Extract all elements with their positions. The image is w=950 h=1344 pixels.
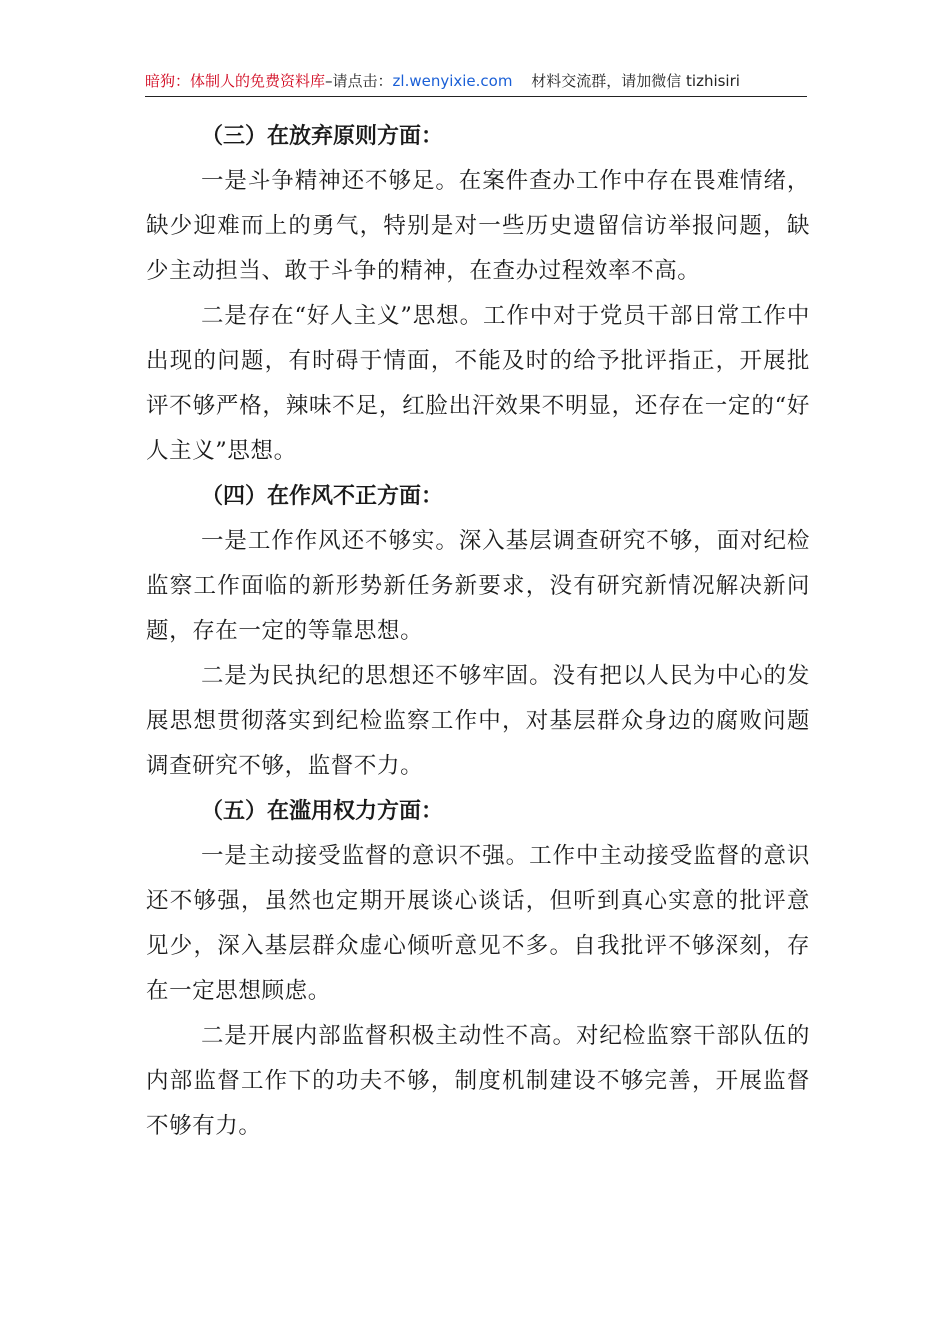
section-heading: （四）在作风不正方面： (201, 483, 444, 509)
header-brand: 暗狗：体制人的免费资料库 (145, 72, 326, 90)
section-3 (146, 114, 810, 474)
header-link[interactable]: zl.wenyixie.com (392, 72, 513, 90)
header-contact: 材料交流群，请加微信 tizhisiri (531, 72, 740, 90)
document-body (146, 114, 810, 1149)
section-5 (146, 789, 810, 1149)
section-heading: （五）在滥用权力方面： (201, 798, 444, 824)
paragraph: 一是主动接受监督的意识不强。工作中主动接受监督的意识还不够强，虽然也定期开展谈心谈话，但听到真心实意的批评意见少，深入基层群众虚心倾听意见不多。自我批评不够深刻，存在一定思想顾虑。 (146, 843, 810, 1004)
paragraph: 一是工作作风还不够实。深入基层调查研究不够，面对纪检监察工作面临的新形势新任务新要求，没有研究新情况解决新问题，存在一定的等靠思想。 (146, 528, 810, 644)
section-heading: （三）在放弃原则方面： (201, 123, 444, 149)
section-4 (146, 474, 810, 789)
page-header (145, 68, 807, 97)
paragraph: 二是为民执纪的思想还不够牢固。没有把以人民为中心的发展思想贯彻落实到纪检监察工作中，对基层群众身边的腐败问题调查研究不够，监督不力。 (146, 663, 810, 779)
paragraph: 二是存在“好人主义”思想。工作中对于党员干部日常工作中出现的问题，有时碍于情面，不能及时的给予批评指正，开展批评不够严格，辣味不足，红脸出汗效果不明显，还存在一定的“好人主义”思想。 (146, 303, 810, 464)
header-prompt: –请点击： (325, 72, 393, 90)
paragraph: 二是开展内部监督积极主动性不高。对纪检监察干部队伍的内部监督工作下的功夫不够，制度机制建设不够完善，开展监督不够有力。 (146, 1023, 810, 1139)
paragraph: 一是斗争精神还不够足。在案件查办工作中存在畏难情绪，缺少迎难而上的勇气，特别是对一些历史遗留信访举报问题，缺少主动担当、敢于斗争的精神，在查办过程效率不高。 (146, 168, 810, 284)
